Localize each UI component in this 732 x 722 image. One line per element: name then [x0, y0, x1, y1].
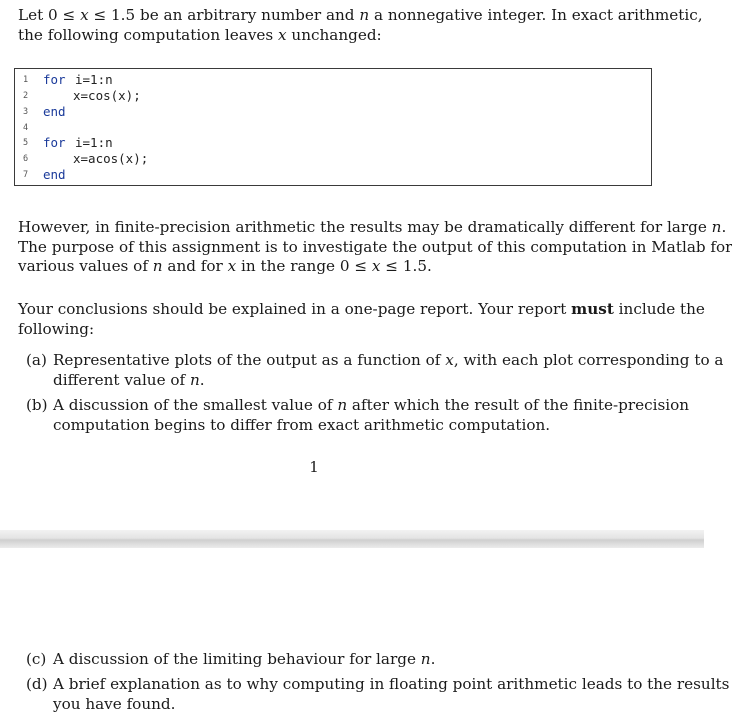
code-line: 7 end — [23, 167, 66, 182]
however-paragraph: However, in finite-precision arithmetic the results may be dramatically different for large n. The purpose of this assignment is to investigate the output of this computation in Matlab for various values of n and for x in the range 0 ≤ x ≤ 1.5. — [18, 218, 732, 275]
intro-paragraph: Let 0 ≤ x ≤ 1.5 be an arbitrary number and n a nonnegative integer. In exact arithmetic, the following computation leaves x unchanged: — [18, 6, 703, 44]
code-line: 4 — [23, 123, 29, 133]
page-number: 1 — [309, 458, 319, 476]
code-line: 6 x=acos(x); — [23, 151, 149, 166]
report-paragraph: Your conclusions should be explained in a one-page report. Your report must include the following: — [18, 300, 705, 338]
code-line: 3 end — [23, 104, 66, 119]
list-item-d: (d) A brief explanation as to why computing in floating point arithmetic leads to the results you have found. — [26, 675, 730, 713]
code-line: 2 x=cos(x); — [23, 88, 141, 103]
code-line: 5 for i=1:n — [23, 135, 113, 150]
list-item-c: (c) A discussion of the limiting behaviour for large n. — [26, 650, 436, 668]
list-item-b: (b) A discussion of the smallest value of n after which the result of the finite-precision computation begins to differ from exact arithmetic computation. — [26, 396, 690, 434]
code-listing — [14, 68, 652, 186]
page-separator — [0, 530, 704, 548]
document-page-2 — [0, 548, 730, 722]
code-line: 1 for i=1:n — [23, 72, 113, 87]
list-item-a: (a) Representative plots of the output as a function of x, with each plot corresponding to a different value of n. — [26, 351, 724, 389]
